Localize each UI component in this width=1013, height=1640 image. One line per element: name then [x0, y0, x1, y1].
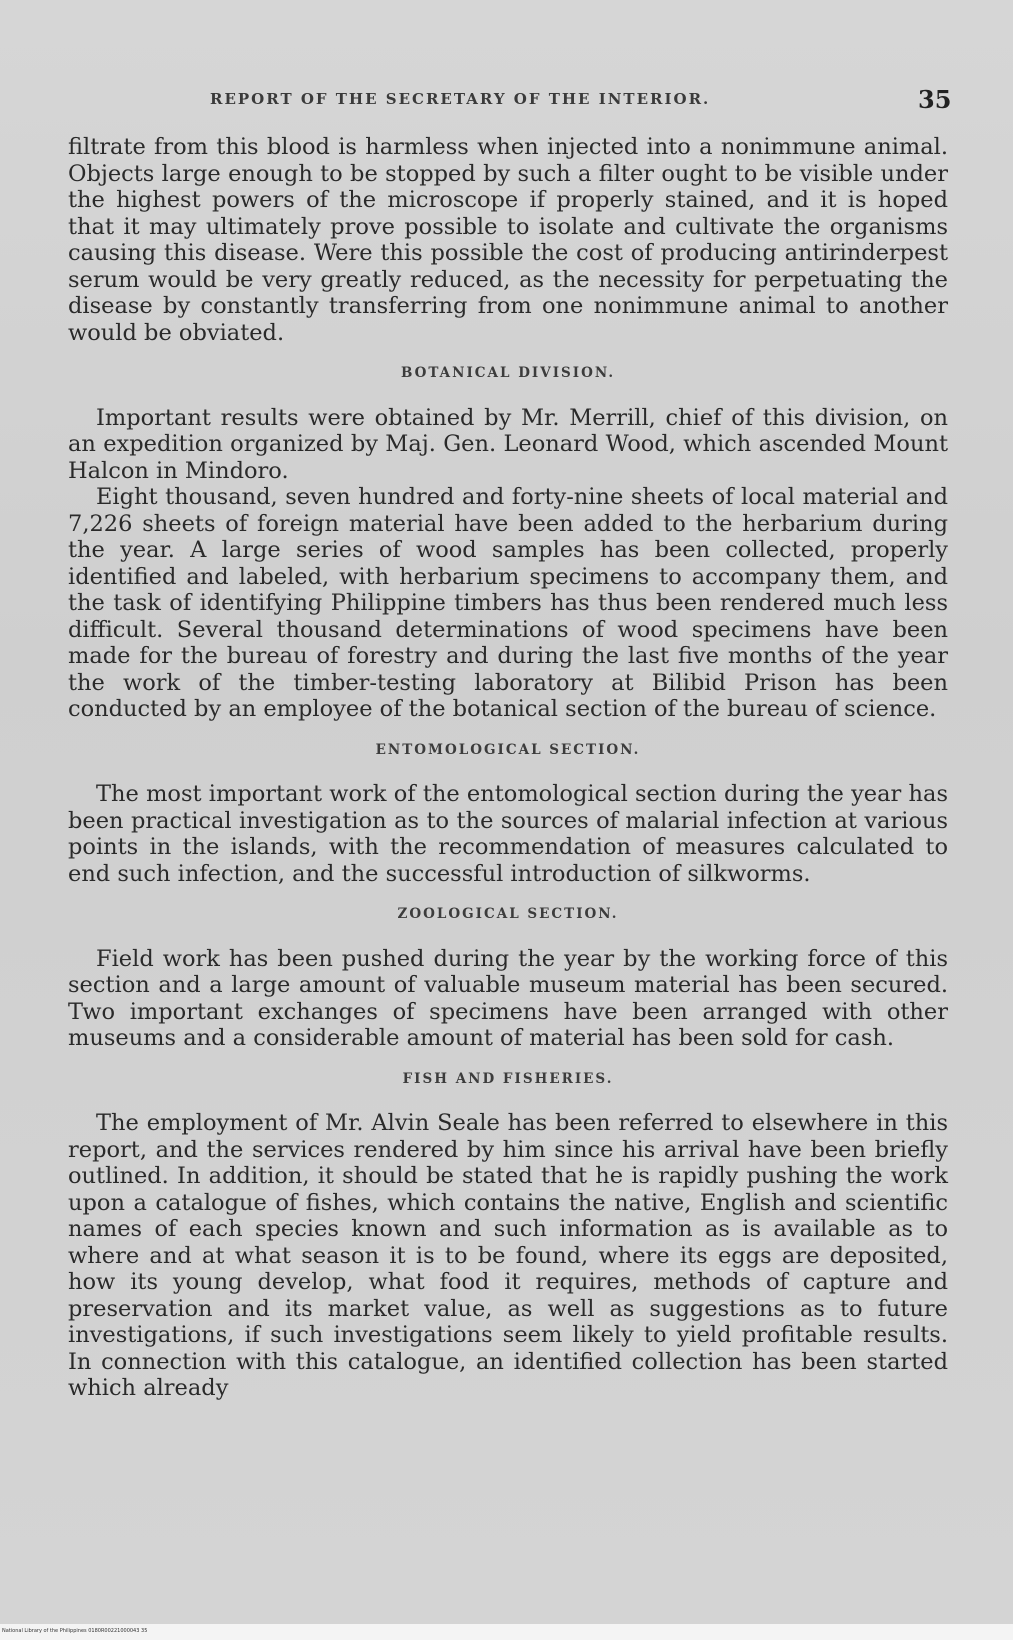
paragraph-herbarium: Eight thousand, seven hundred and forty-nine sheets of local material and 7,226 sheets of foreign material have been added to the herbarium during the year. A large series of wood samples has been collected, properly identified and labeled, with herbarium specimens to accompany them, and the task of identifying Philippine timbers has thus been rendered much less difficult. Several thousand determinations of wood specimens have been made for the bureau of forestry and during the last five months of the year the work of the timber-testing laboratory at Bilibid Prison has been conducted by an employee of the botanical section of the bureau of science. [68, 484, 948, 722]
paragraph-fisheries: The employment of Mr. Alvin Seale has been referred to elsewhere in this report, and the services rendered by him since his arrival have been briefly outlined. In addition, it should be stated that he is rapidly pushing the work upon a catalogue of fishes, which contains the native, English and scientific names of each species known and such information as is available as to where and at what season it is to be found, where its eggs are deposited, how its young develop, what food it requires, methods of capture and preservation and its market value, as well as suggestions as to future investigations, if such investigations seem likely to yield profitable results. In connection with this catalogue, an identified collection has been started which already [68, 1110, 948, 1401]
section-heading-entomological: ENTOMOLOGICAL SECTION. [375, 741, 641, 758]
paragraph-entomological: The most important work of the entomological section during the year has been practical investigation as to the sources of malarial infection at various points in the islands, with the recommendation of measures calculated to end such infection, and the successful introduction of silkworms. [68, 781, 948, 887]
section-heading-fisheries: FISH AND FISHERIES. [402, 1070, 614, 1087]
page-body [68, 134, 948, 1402]
page-number: 35 [918, 85, 952, 114]
paragraph-botanical-expedition: Important results were obtained by Mr. Merrill, chief of this division, on an expedition organized by Maj. Gen. Leonard Wood, which ascended Mount Halcon in Mindoro. [68, 404, 948, 484]
scan-footer-text: National Library of the Philippines 0180R00221000043 35 [2, 1628, 148, 1634]
paragraph-zoological: Field work has been pushed during the year by the working force of this section and a large amount of valuable museum material has been secured. Two important exchanges of specimens have been arranged with other museums and a considerable amount of material has been sold for cash. [68, 945, 948, 1051]
section-heading-zoological: ZOOLOGICAL SECTION. [397, 906, 619, 922]
scan-footer-strip [0, 1624, 1013, 1640]
running-head: REPORT OF THE SECRETARY OF THE INTERIOR. [210, 90, 711, 108]
paragraph-rinderpest-continued: filtrate from this blood is harmless when injected into a nonimmune animal. Objects large enough to be stopped by such a filter ought to be visible under the highest powers of the microscope if properly stained, and it is hoped that it may ultimately prove possible to isolate and cultivate the organisms causing this disease. Were this possible the cost of producing antirinderpest serum would be very greatly reduced, as the necessity for perpetuating the disease by constantly transferring from one nonimmune animal to another would be obviated. [68, 134, 948, 346]
section-heading-botanical: BOTANICAL DIVISION. [400, 365, 616, 381]
